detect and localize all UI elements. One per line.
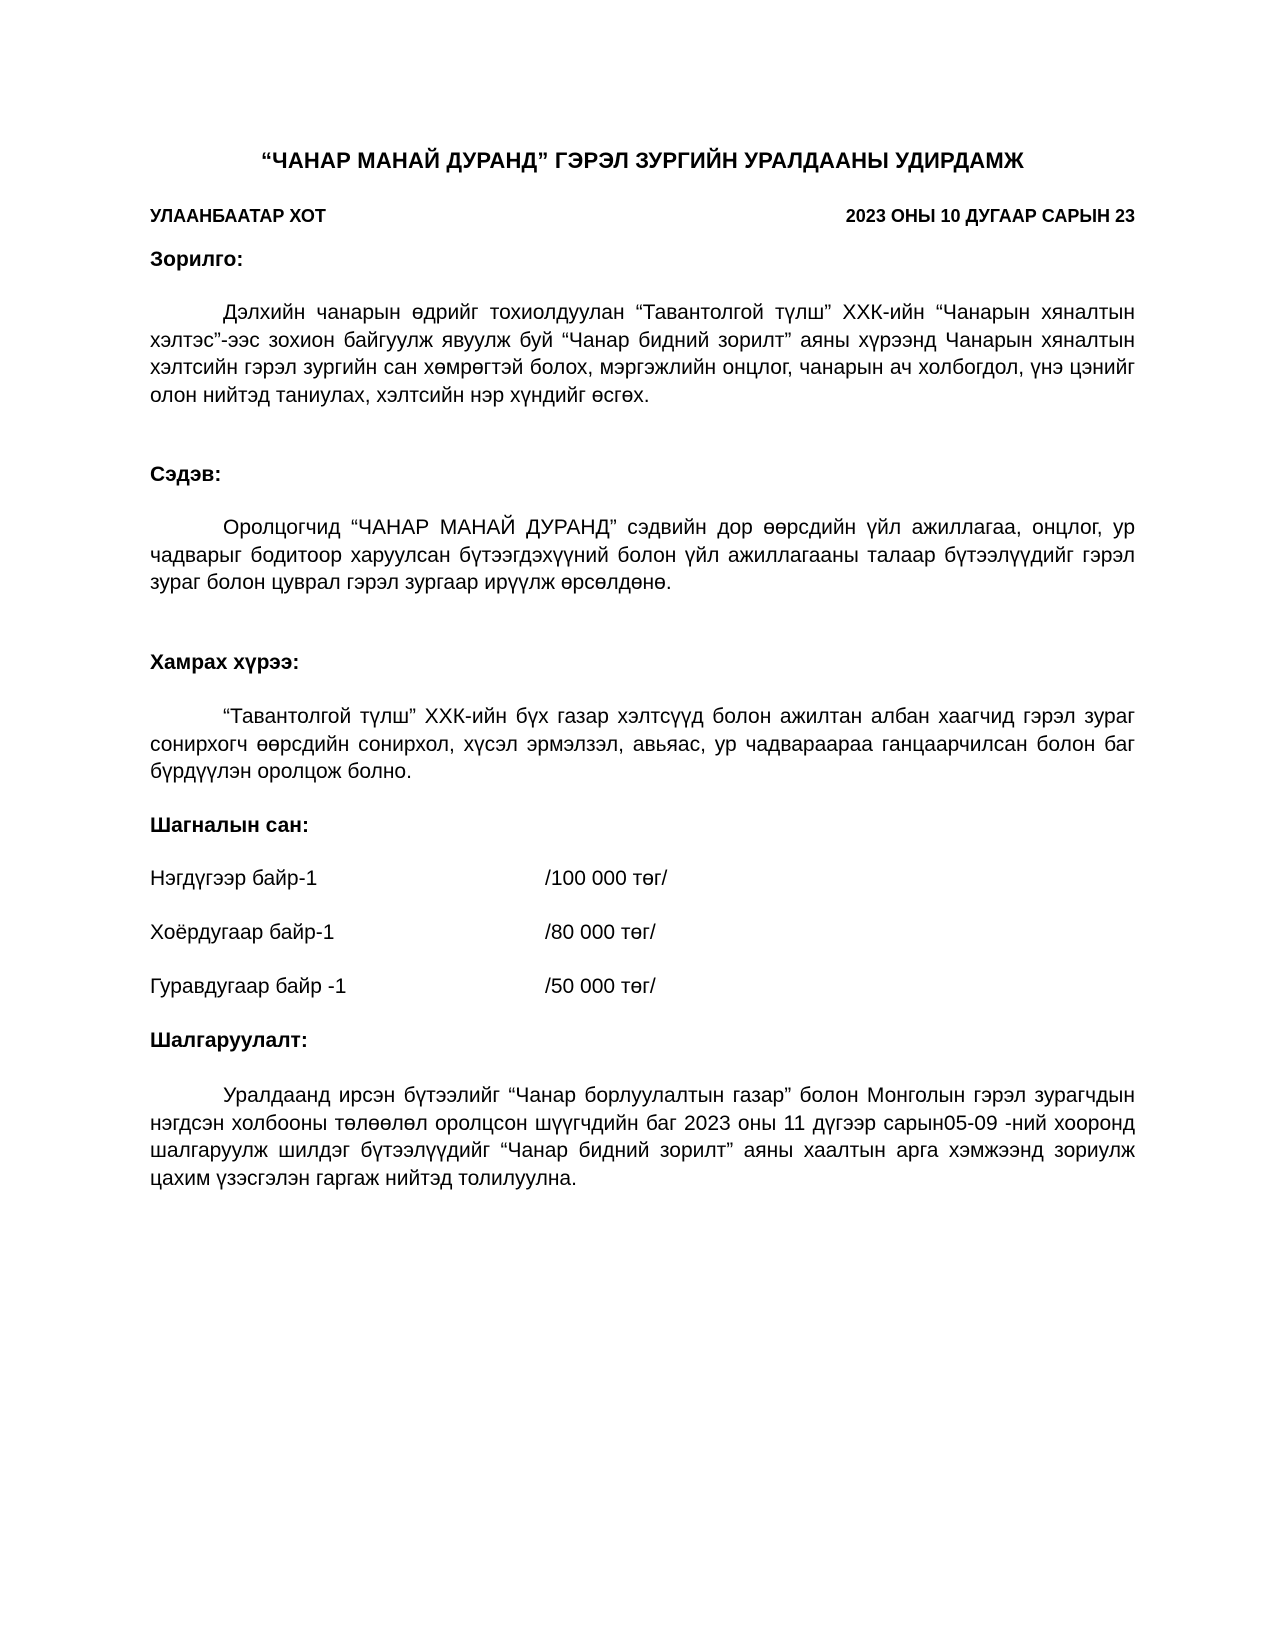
scope-heading: Хамрах хүрээ: <box>150 651 300 674</box>
prize-row-third <box>150 975 656 999</box>
goal-paragraph: Дэлхийн чанарын өдрийг тохиолдуулан “Тавантолгой түлш” ХХК-ийн “Чанарын хяналтын хэлтэс”-ээс зохион байгуулж явуулж буй “Чанар бидний зорилт” аяны хүрээнд Чанарын хяналтын хэлтсийн гэрэл зургийн сан хөмрөгтэй болох, мэргэжлийн онцлог, чанарын ач холбогдол, үнэ цэнийг олон нийтэд таниулах, хэлтсийн нэр хүндийг өсгөх. <box>150 301 1135 407</box>
document-title: “ЧАНАР МАНАЙ ДУРАНД” ГЭРЭЛ ЗУРГИЙН УРАЛДААНЫ УДИРДАМЖ <box>260 148 1025 173</box>
selection-paragraph: Уралдаанд ирсэн бүтээлийг “Чанар борлуулалтын газар” болон Монголын гэрэл зурагчдын нэгдсэн холбооны төлөөлөл оролцсон шүүгчдийн баг 2023 оны 11 дүгээр сарын05-09 -ний хооронд шалгаруулж шилдэг бүтээлүүдийг “Чанар бидний зорилт” аяны хаалтын арга хэмжээнд зориулж цахим үзэсгэлэн гаргаж нийтэд толилуулна. <box>150 1084 1135 1190</box>
document-meta <box>150 206 1135 227</box>
prize-amount: /80 000 төг/ <box>545 921 656 944</box>
prize-amount: /50 000 төг/ <box>545 975 656 998</box>
prize-place: Гуравдугаар байр -1 <box>150 975 347 998</box>
prize-place: Нэгдүгээр байр-1 <box>150 867 318 890</box>
prize-place: Хоёрдугаар байр-1 <box>150 921 335 944</box>
theme-paragraph: Оролцогчид “ЧАНАР МАНАЙ ДУРАНД” сэдвийн дор өөрсдийн үйл ажиллагаа, онцлог, ур чадварыг бодитоор харуулсан бүтээгдэхүүний болон үйл ажиллагааны талаар бүтээлүүдийг гэрэл зураг болон цуврал гэрэл зургаар ирүүлж өрсөлдөнө. <box>150 516 1135 594</box>
selection-heading: Шалгаруулалт: <box>150 1029 308 1052</box>
prize-row-second <box>150 921 656 945</box>
scope-paragraph: “Тавантолгой түлш” ХХК-ийн бүх газар хэлтсүүд болон ажилтан албан хаагчид гэрэл зураг сонирхогч өөрсдийн сонирхол, хүсэл эрмэлзэл, авьяас, ур чадвараараа ганцаарчилсан болон баг бүрдүүлэн оролцож болно. <box>150 705 1135 783</box>
document-location: УЛААНБААТАР ХОТ <box>150 206 326 226</box>
prize-amount: /100 000 төг/ <box>545 867 668 890</box>
document-date: 2023 ОНЫ 10 ДУГААР САРЫН 23 <box>845 206 1135 226</box>
goal-heading: Зорилго: <box>150 248 244 271</box>
prizes-heading: Шагналын сан: <box>150 814 309 837</box>
prize-row-first <box>150 867 667 891</box>
theme-heading: Сэдэв: <box>150 463 222 486</box>
